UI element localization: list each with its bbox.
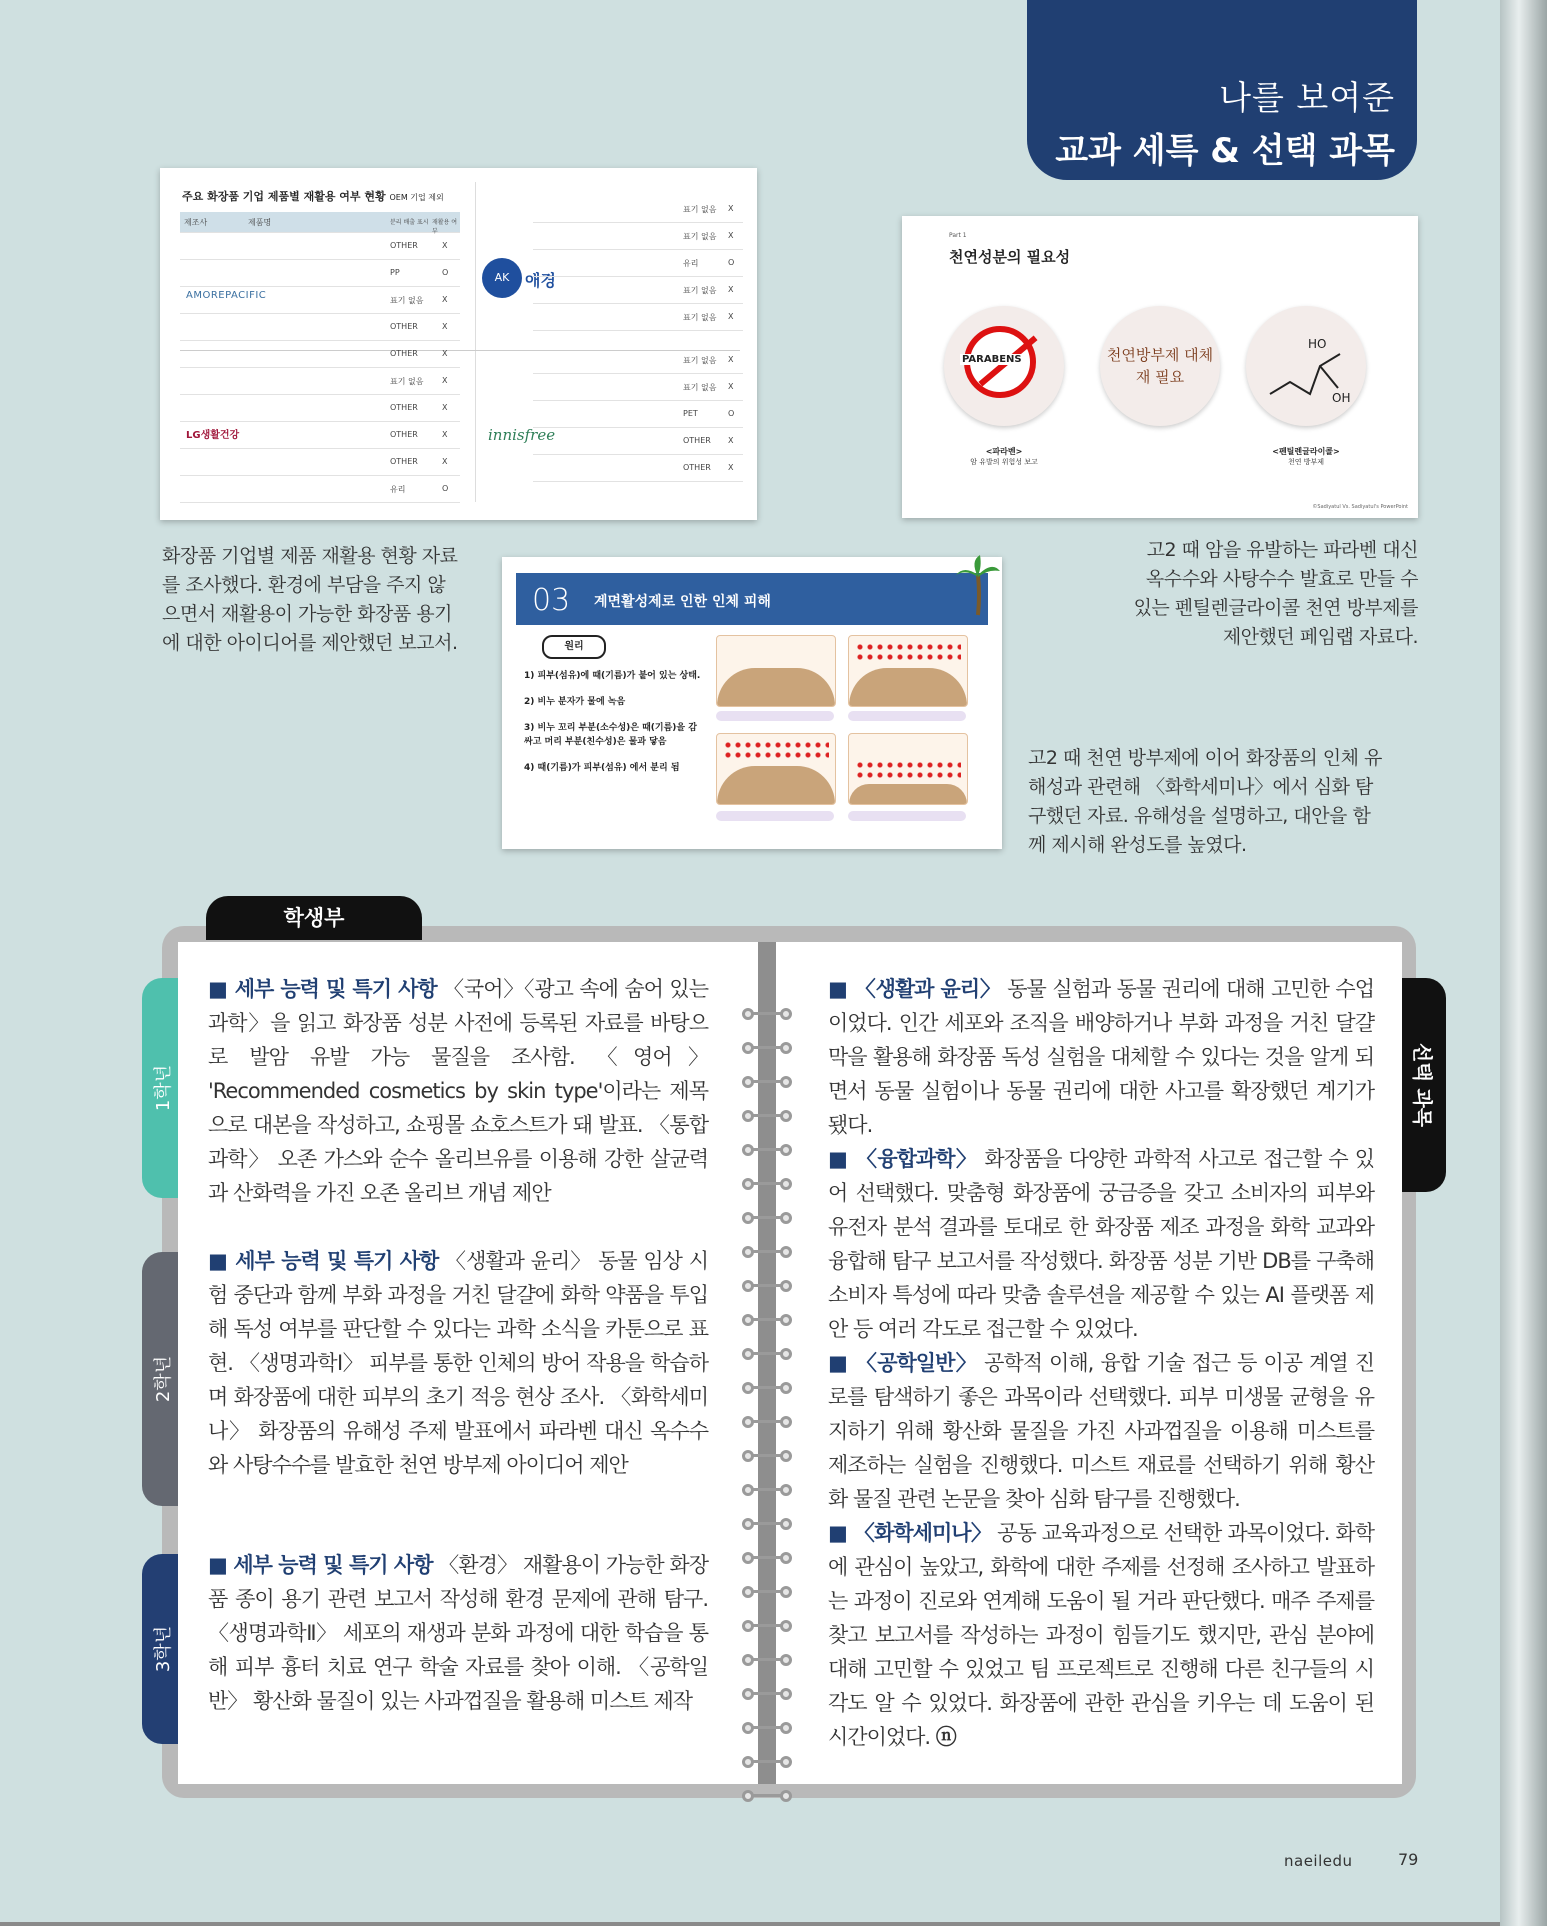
binding-ring-icon (742, 1012, 792, 1020)
section-banner (1027, 0, 1417, 180)
grade-tab-3: 3학년 (142, 1554, 178, 1744)
table-row: OTHER X (533, 455, 743, 482)
svg-text:OH: OH (1332, 391, 1351, 405)
binding-ring-icon (742, 1182, 792, 1190)
grade1-entry: ■ 세부 능력 및 특기 사항 〈국어〉〈광고 속에 숨어 있는 과학〉을 읽고 화장품 성분 사전에 등록된 자료를 바탕으로 발암 유발 가능 물질을 조사함. 〈영어〉 'Recommended cosmetics by skin type'이라는 제목으로 대본을 작성하고, 쇼핑몰 쇼호스트가 돼 발표. 〈통합과학〉 오존 가스와 순수 올리브유를 이용해 강한 살균력과 산화력을 가진 오존 올리브 개념 제안 (208, 977, 708, 1205)
binding-ring-icon (742, 1522, 792, 1530)
palm-tree-icon (956, 555, 1000, 619)
slide-credit: ©Sadiyatul Vs. Sadiyatul's PowerPoint (1312, 504, 1408, 510)
svg-text:HO: HO (1308, 337, 1327, 351)
binding-ring-icon (742, 1318, 792, 1326)
table-row: 표기 없음 X (533, 347, 743, 374)
elective-convergence-science: ■ 〈융합과학〉 화장품을 다양한 과학적 사고로 접근할 수 있어 선택했다. 맞춤형 화장품에 궁금증을 갖고 소비자의 피부와 유전자 분석 결과를 토대로 한 화장품 제조 과정을 화학 교과와 융합해 탐구 보고서를 작성했다. 화장품 성분 기반 DB를 구축해 소비자 특성에 따라 맞춤 솔루션을 제공할 수 있는 AI 플랫폼 제안 등 여러 각도로 접근할 수 있었다. (828, 1147, 1375, 1341)
table-row: OTHER X (180, 314, 460, 341)
diagram-label-bar (848, 811, 966, 821)
binding-ring-icon (742, 1386, 792, 1394)
table-row: OTHER X (180, 233, 460, 260)
record-tab: 학생부 (206, 896, 422, 940)
slide-number: 03 (532, 583, 571, 618)
slide-title: 천연성분의 필요성 (949, 248, 1071, 266)
recycling-table-image (160, 168, 757, 520)
binding-ring-icon (742, 1624, 792, 1632)
binding-ring-icon (742, 1114, 792, 1122)
binding-ring-icon (742, 1488, 792, 1496)
table-row: 유리 O (533, 250, 743, 277)
diagram-label-bar (716, 811, 834, 821)
binding-ring-icon (742, 1216, 792, 1224)
page-fold (1500, 0, 1547, 1926)
molecule-circle (1246, 306, 1366, 426)
table-divider (475, 182, 476, 502)
table-row: 표기 없음 X (533, 304, 743, 331)
natural-preservative-circle (1100, 306, 1220, 426)
principle-steps: 1) 피부(섬유)에 때(기름)가 붙어 있는 상태. 2) 비누 분자가 물에 녹음 3) 비누 꼬리 부분(소수성)은 때(기름)을 감싸고 머리 부분(친수성)은 물과 닿음 4) 때(기름)가 피부(섬유) 에서 분리 됨 (524, 671, 701, 773)
page-number: 79 (1398, 1850, 1419, 1869)
elective-engineering: ■ 〈공학일반〉 공학적 이해, 융합 기술 접근 등 이공 계열 진로를 탐색하기 좋은 과목이라 선택했다. 피부 미생물 균형을 유지하기 위해 황산화 물질을 가진 사과껍질을 이용해 미스트를 제조하는 실험을 진행했다. 미스트 재료를 선택하기 위해 황산화 물질 관련 논문을 찾아 심화 탐구를 진행했다. (828, 1351, 1375, 1511)
table-row: 표기 없음 X (533, 277, 743, 304)
table-row: PP O (180, 260, 460, 287)
table-row: 표기 없음 X (180, 287, 460, 314)
slide-header-bar (516, 573, 988, 625)
binding-ring-icon (742, 1692, 792, 1700)
grade2-entry: ■ 세부 능력 및 특기 사항 〈생활과 윤리〉 동물 임상 시험 중단과 함께 부화 과정을 거친 달걀에 화학 약품을 투입해 독성 여부를 판단할 수 있다는 과학 소식을 카툰으로 표현. 〈생명과학Ⅰ〉 피부를 통한 인체의 방어 작용을 학습하며 화장품에 대한 피부의 초기 적응 현상 조사. 〈화학세미나〉 화장품의 유해성 주제 발표에서 파라벤 대신 옥수수와 사탕수수를 발효한 천연 방부제 아이디어 제안 (208, 1249, 708, 1477)
binding-ring-icon (742, 1284, 792, 1292)
diagram-label-bar (848, 711, 966, 721)
caption-right: 고2 때 암을 유발하는 파라벤 대신 옥수수와 사탕수수 발효로 만들 수 있는 펜틸렌글라이콜 천연 방부제를 제안했던 페임랩 자료다. (1133, 539, 1418, 648)
table-row: 표기 없음 X (533, 374, 743, 401)
binding-ring-icon (742, 1148, 792, 1156)
binding-ring-icon (742, 1352, 792, 1360)
paraben-caption: <파라벤> 암 유발의 위험성 보고 (970, 447, 1038, 466)
paraben-label: PARABENS (962, 354, 1022, 365)
end-mark-icon: ⓝ (935, 1725, 956, 1749)
table-left (180, 212, 460, 503)
table-row: OTHER X (180, 395, 460, 422)
elective-ethics: ■ 〈생활과 윤리〉 동물 실험과 동물 권리에 대해 고민한 수업이었다. 인간 세포와 조직을 배양하거나 부화 과정을 거친 달걀 막을 활용해 화장품 독성 실험을 대체할 수 있다는 것을 알게 되면서 동물 실험이나 동물 권리에 대한 사고를 확장했던 계기가 됐다. (828, 977, 1374, 1137)
surfactant-slide (502, 557, 1002, 849)
binding-ring-icon (742, 1454, 792, 1462)
diagram-label-bar (716, 711, 834, 721)
innisfree-logo: innisfree (488, 426, 556, 444)
table-row: 표기 없음 X (180, 368, 460, 395)
skin-diagram-2 (848, 635, 968, 707)
natural-ingredient-slide (902, 216, 1418, 518)
binding-ring-icon (742, 1760, 792, 1768)
elective-entries (828, 972, 1374, 1754)
table-row: 유리 O (180, 476, 460, 503)
elective-chemistry-seminar: ■ 〈화학세미나〉 공동 교육과정으로 선택한 과목이었다. 화학에 관심이 높았고, 화학에 대한 주제를 선정해 조사하고 발표하는 과정이 진로와 연계해 도움이 될 거라 판단했다. 매주 주제를 찾고 보고서를 작성하는 과정이 힘들기도 했지만, 관심 분야에 대해 고민할 수 있었고 팀 프로젝트로 진행해 다른 친구들의 시각도 알 수 있었다. 화장품에 관한 관심을 키우는 데 도움이 된 시간이었다. ⓝ (828, 1521, 1374, 1749)
table-row: PET O (533, 401, 743, 428)
aekyung-logo-icon: AK (482, 258, 522, 298)
binding-ring-icon (742, 1556, 792, 1564)
binding-ring-icon (742, 1590, 792, 1598)
amorepacific-logo: AMOREPACIFIC (186, 290, 267, 301)
footer-brand: naeiledu (1284, 1852, 1353, 1870)
binding-ring-icon (742, 1794, 792, 1802)
paraben-circle (944, 306, 1064, 426)
binding-ring-icon (742, 1046, 792, 1054)
table-header-row: 제조사 제품명 분리 배출 표시 재활용 여부 (180, 212, 460, 233)
binding-ring-icon (742, 1080, 792, 1088)
grade-tab-1: 1학년 (142, 978, 178, 1198)
skin-diagram-3 (716, 733, 836, 805)
slide-heading: 계면활성제로 인한 인체 피해 (594, 594, 771, 610)
caption-left: 화장품 기업별 제품 재활용 현황 자료를 조사했다. 환경에 부담을 주지 않으면서 재활용이 가능한 화장품 용기에 대한 아이디어를 제안했던 보고서. (162, 545, 458, 654)
grade-tab-2: 2학년 (142, 1252, 178, 1506)
binding-ring-icon (742, 1658, 792, 1666)
table-row: OTHER X (180, 341, 460, 368)
table-row: OTHER X (533, 428, 743, 455)
pentylene-caption: <펜틸렌글라이콜> 천연 방부제 (1272, 447, 1340, 466)
banner-line2: 교과 세특 & 선택 과목 (1055, 131, 1395, 171)
slide-part-label: Part 1 (949, 232, 967, 239)
principle-badge: 원리 (542, 635, 606, 659)
skin-diagram-4 (848, 733, 968, 805)
lg-logo: LG생활건강 (186, 430, 240, 441)
table-right (533, 196, 743, 482)
table-title: 주요 화장품 기업 제품별 재활용 여부 현황 OEM 기업 제외 (182, 190, 444, 203)
grade3-entry: ■ 세부 능력 및 특기 사항 〈환경〉 재활용이 가능한 화장품 종이 용기 관련 보고서 작성해 환경 문제에 관해 탐구. 〈생명과학Ⅱ〉 세포의 재생과 분화 과정에 대한 학습을 통해 피부 흉터 치료 연구 학술 자료를 찾아 이해. 〈공학일반〉 황산화 물질이 있는 사과껍질을 활용해 미스트 제작 (208, 1553, 708, 1713)
natural-preservative-text: 천연방부제 대체재 필요 (1106, 346, 1214, 386)
aekyung-logo: 애경 (525, 271, 556, 290)
elective-tab: 선택 과목 (1402, 978, 1446, 1192)
table-row: 표기 없음 X (533, 196, 743, 223)
pentylene-glycol-structure-icon (1246, 306, 1366, 426)
table-row: 표기 없음 X (533, 223, 743, 250)
banner-line1: 나를 보여준 (1219, 78, 1395, 117)
table-row: OTHER X (180, 422, 460, 449)
skin-diagram-1 (716, 635, 836, 707)
binding-ring-icon (742, 1420, 792, 1428)
table-row: OTHER X (180, 449, 460, 476)
binding-ring-icon (742, 1726, 792, 1734)
binding-ring-icon (742, 1250, 792, 1258)
caption-center: 고2 때 천연 방부제에 이어 화장품의 인체 유해성과 관련해 〈화학세미나〉에서 심화 탐구했던 자료. 유해성을 설명하고, 대안을 함께 제시해 완성도를 높였다. (1028, 747, 1382, 856)
